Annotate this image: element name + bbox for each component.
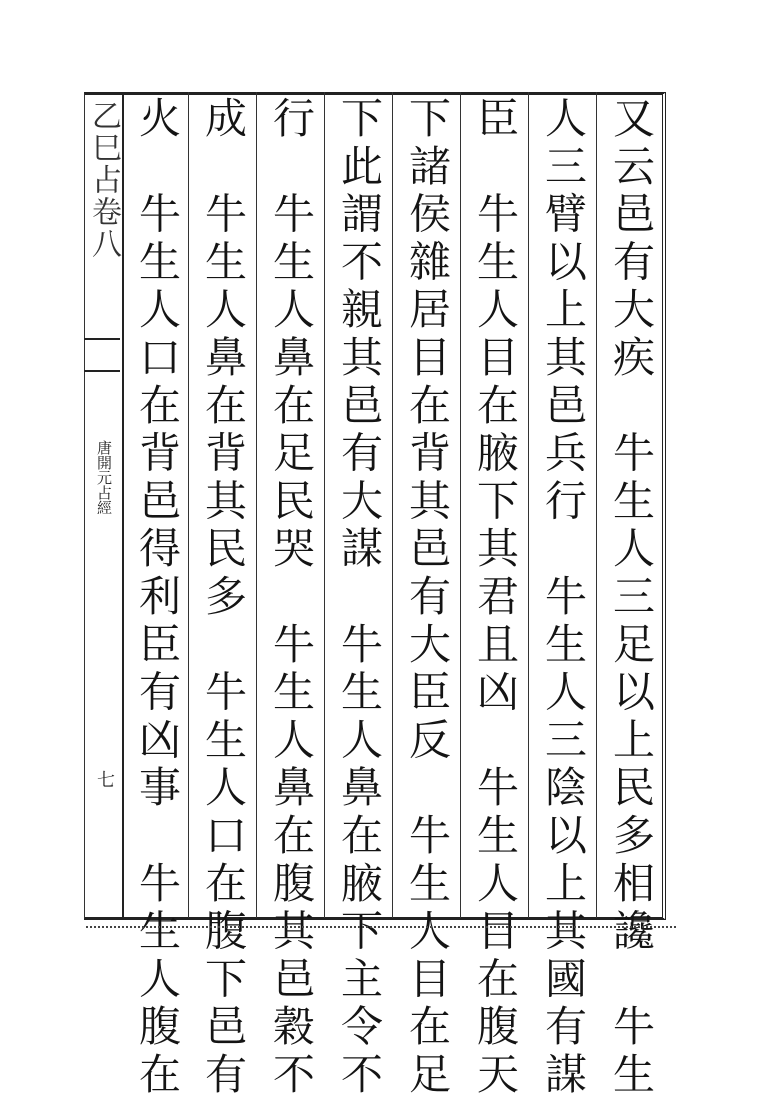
text-column-8: 火 牛生人口在背邑得利臣有凶事 牛生人腹在 xyxy=(133,96,182,1100)
text-column-5: 下此謂不親其邑有大謀 牛生人鼻在腋下主令不 xyxy=(335,96,384,1100)
fish-tail-mark xyxy=(84,338,120,372)
bottom-dotted-edge xyxy=(86,918,676,928)
page-number: 七 xyxy=(94,770,115,788)
column-rule xyxy=(528,92,529,918)
margin-title: 乙巳占卷八 xyxy=(86,100,121,260)
column-rule xyxy=(392,92,393,918)
text-column-3: 臣 牛生人目在腋下其君且凶 牛生人目在腹天 xyxy=(471,96,520,1100)
text-column-1: 又云邑有大疾 牛生人三足以上民多相讒 牛生 xyxy=(607,96,656,1100)
text-column-7: 成 牛生人鼻在背其民多 牛生人口在腹下邑有 xyxy=(199,96,248,1100)
column-rule xyxy=(460,92,461,918)
margin-book-name: 唐開元占經 xyxy=(95,440,113,515)
column-rule xyxy=(256,92,257,918)
text-column-4: 下諸侯雜居目在背其邑有大臣反 牛生人目在足 xyxy=(403,96,452,1100)
text-column-2: 人三臂以上其邑兵行 牛生人三陰以上其國有謀 xyxy=(539,96,588,1100)
column-rule xyxy=(324,92,325,918)
text-body xyxy=(124,92,664,1100)
text-column-6: 行 牛生人鼻在足民哭 牛生人鼻在腹其邑穀不 xyxy=(267,96,316,1100)
column-rule xyxy=(596,92,597,918)
